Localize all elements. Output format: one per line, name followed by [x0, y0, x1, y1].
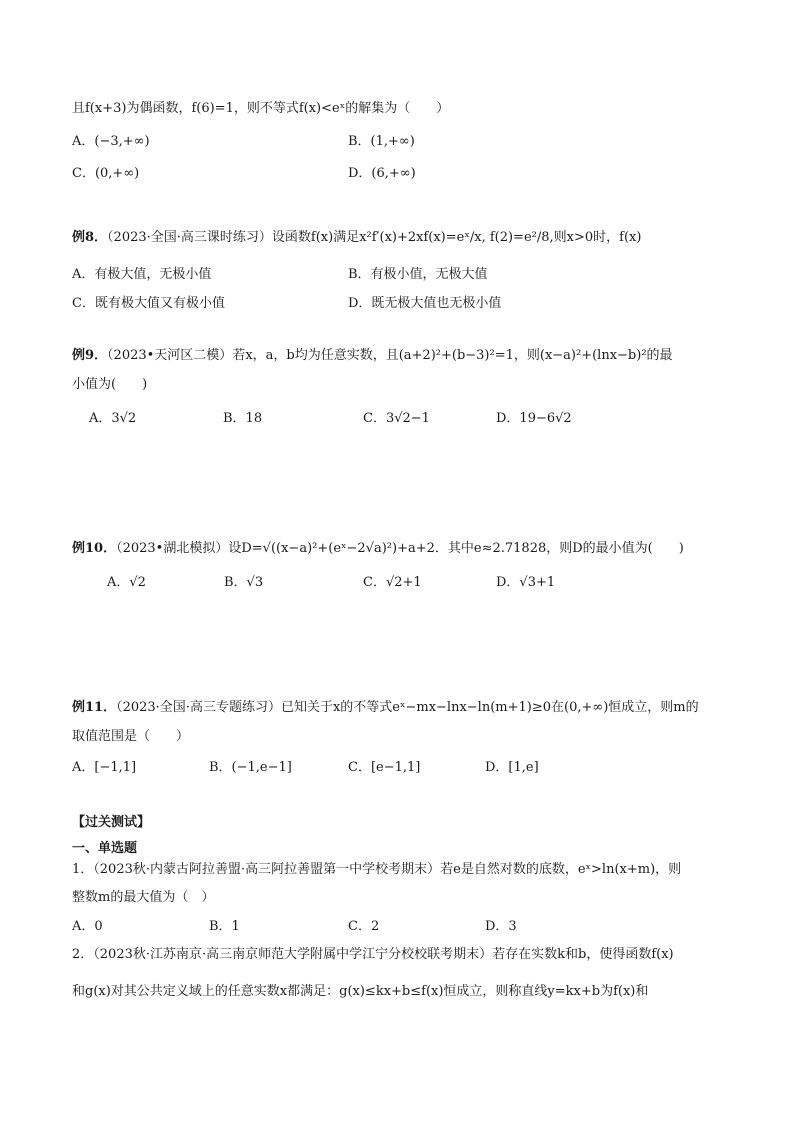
ex9-label: 例9． — [72, 348, 108, 363]
q7-option-a: A．(−3,+∞) — [72, 134, 150, 149]
ex8-stem: 设函数f(x)满足x²f′(x)+2xf(x)=eˣ/x, f(2)=e²/8,则x>0时，f(x) — [271, 230, 642, 245]
ex9-option-b: B．18 — [223, 411, 263, 426]
ex10-option-b: B．√3 — [224, 575, 264, 590]
test-q1-option-b: B．1 — [209, 919, 240, 934]
ex8-option-a: A．有极大值，无极小值 — [72, 267, 212, 282]
ex9-option-a: A．3√2 — [89, 411, 137, 426]
ex9-option-c: C．3√2−1 — [363, 411, 430, 426]
test-q1-option-d: D．3 — [485, 919, 517, 934]
section-title: 一、单选题 — [72, 841, 138, 856]
q7-option-d: D．(6,+∞) — [348, 166, 416, 181]
ex8-option-b: B．有极小值，无极大值 — [348, 267, 488, 282]
ex11-line-1 — [72, 699, 699, 717]
ex8-label: 例8． — [72, 230, 108, 245]
ex10-option-d: D．√3+1 — [496, 575, 556, 590]
ex10-line — [72, 540, 684, 558]
ex11-option-a: A．[−1,1] — [72, 760, 137, 775]
q7-option-b: B．(1,+∞) — [348, 134, 415, 149]
test-q1-line-2: 整数m的最大值为（ ） — [72, 890, 215, 905]
ex8-option-c: C．既有极大值又有极小值 — [72, 296, 225, 311]
ex9-line-2: 小值为( ) — [72, 377, 148, 392]
ex11-source: （2023·全国·高三专题练习） — [116, 700, 281, 715]
ex9-line-1 — [72, 347, 673, 365]
ex8-line — [72, 229, 641, 247]
test-q2-line-2: 和g(x)对其公共定义域上的任意实数x都满足：g(x)≤kx+b≤f(x)恒成立，则称直线y=kx+b为f(x)和 — [72, 984, 649, 999]
ex11-option-b: B．(−1,e−1] — [209, 760, 292, 775]
test-q1-line-1: 1．（2023秋·内蒙古阿拉善盟·高三阿拉善盟第一中学校考期末）若e是自然对数的底数，eˣ>ln(x+m)，则 — [72, 862, 682, 877]
ex11-stem-1: 已知关于x的不等式eˣ−mx−lnx−ln(m+1)≥0在(0,+∞)恒成立，则m的 — [280, 700, 699, 715]
ex10-label: 例10． — [72, 541, 117, 556]
ex11-label: 例11． — [72, 700, 117, 715]
ex9-stem-1: 若x，a，b均为任意实数，且(a+2)²+(b−3)²=1，则(x−a)²+(lnx−b)²的最 — [232, 348, 673, 363]
q7-option-c: C．(0,+∞) — [72, 166, 140, 181]
test-q2-line-1: 2．（2023秋·江苏南京·高三南京师范大学附属中学江宁分校校联考期末）若存在实数k和b，使得函数f(x) — [72, 947, 674, 962]
ex8-source: （2023·全国·高三课时练习） — [107, 230, 272, 245]
ex10-option-a: A．√2 — [107, 575, 146, 590]
ex9-option-d: D．19−6√2 — [496, 411, 572, 426]
q7-stem: 且f(x+3)为偶函数，f(6)=1，则不等式f(x)<eˣ的解集为（ ） — [72, 101, 450, 116]
ex10-source: （2023•湖北模拟） — [116, 541, 229, 556]
ex10-stem: 设D=√((x−a)²+(eˣ−2√a)²)+a+2．其中e≈2.71828，则D的最小值为( ) — [228, 541, 684, 556]
ex10-option-c: C．√2+1 — [363, 575, 422, 590]
test-heading: 【过关测试】 — [72, 815, 151, 830]
test-q1-option-c: C．2 — [348, 919, 380, 934]
ex11-line-2: 取值范围是（ ） — [72, 729, 190, 744]
ex8-option-d: D．既无极大值也无极小值 — [348, 296, 502, 311]
ex9-source: （2023•天河区二模） — [107, 348, 233, 363]
ex11-option-d: D．[1,e] — [485, 760, 539, 775]
test-q1-option-a: A．0 — [72, 919, 103, 934]
ex11-option-c: C．[e−1,1] — [348, 760, 421, 775]
